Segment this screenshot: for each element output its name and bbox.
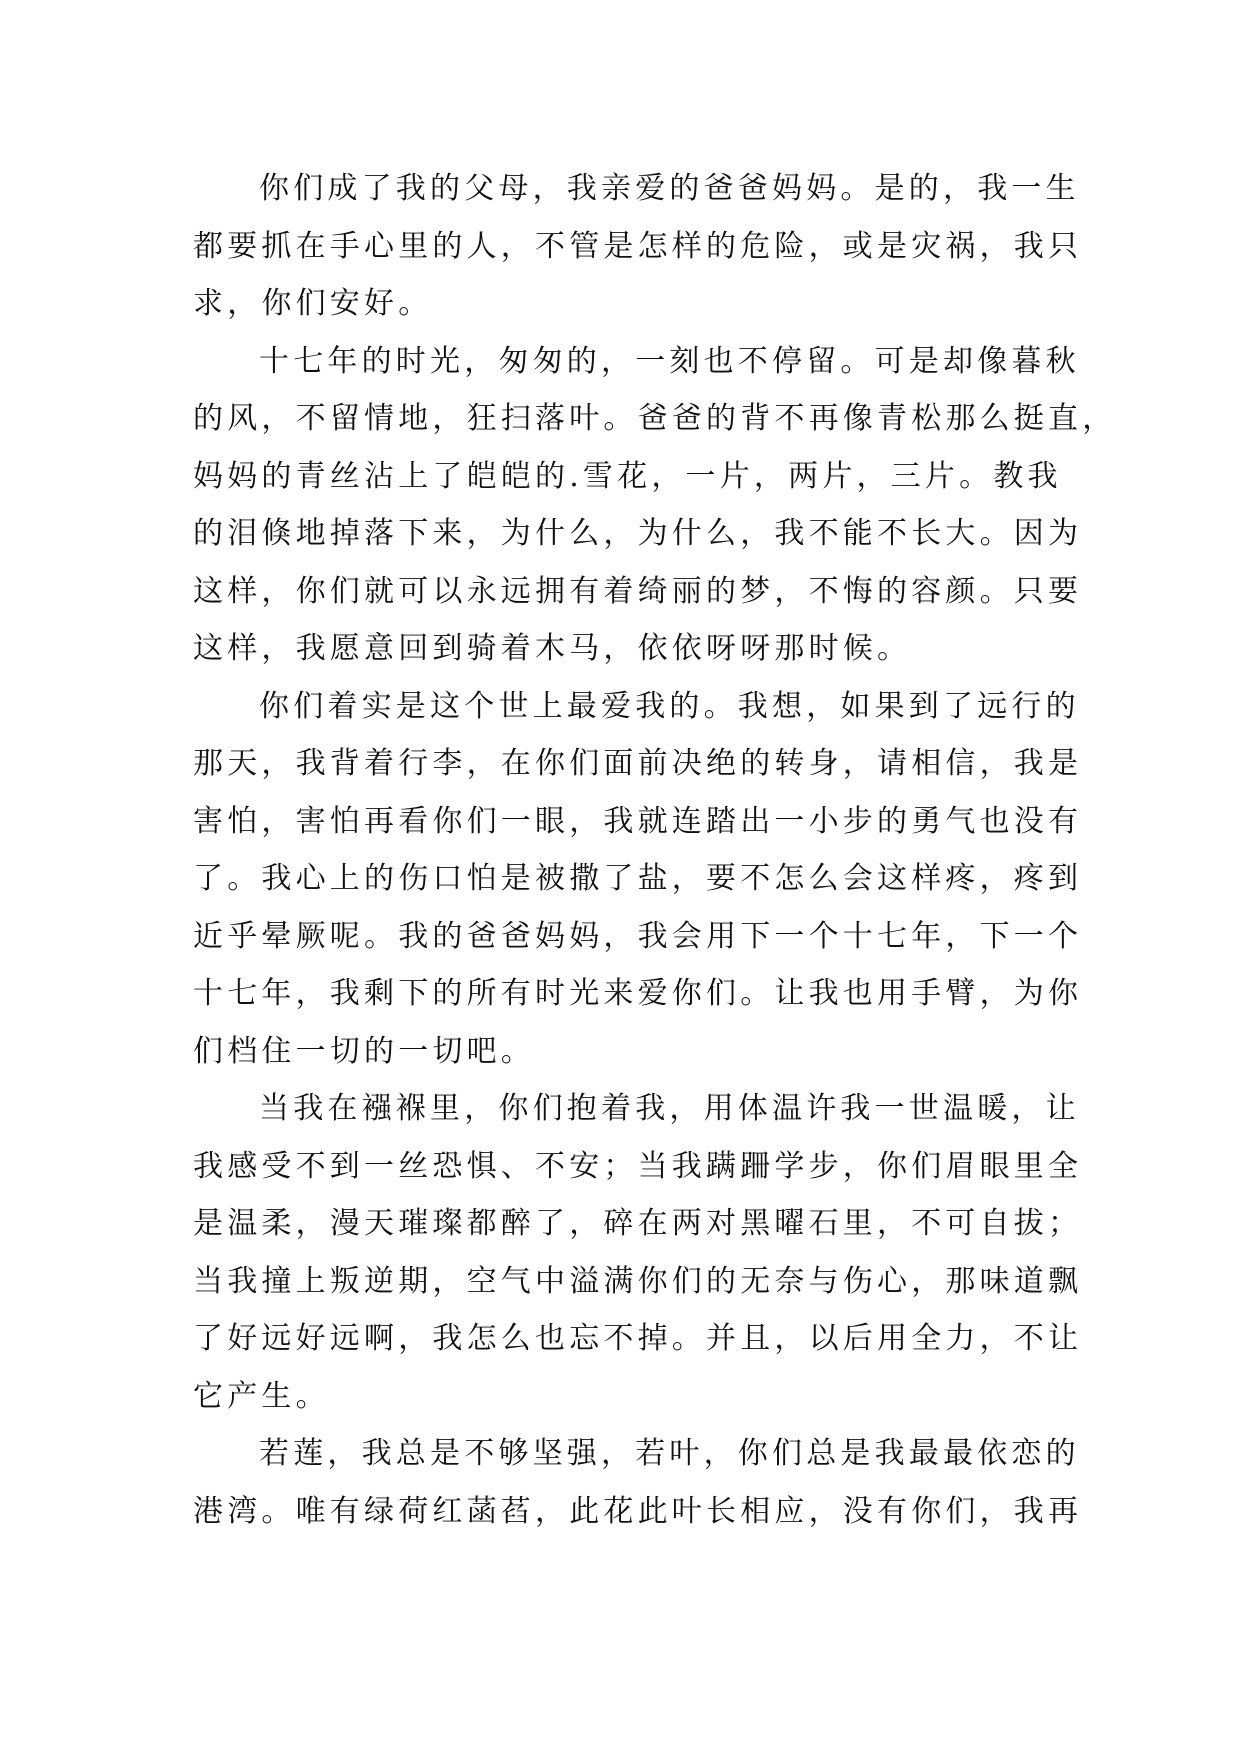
text-line: 妈妈的青丝沾上了皑皑的.雪花，一片，两片，三片。教我 — [193, 458, 1062, 494]
text-line: 们档住一切的一切吧。 — [193, 1033, 535, 1069]
paragraph — [193, 1080, 1083, 1425]
text-line: 那天，我背着行李，在你们面前决绝的转身，请相信，我是 — [193, 746, 1083, 781]
text-line: 若莲，我总是不够坚强，若叶，你们总是我最最依恋的 — [259, 1436, 1080, 1471]
text-line: 的风，不留情地，狂扫落叶。爸爸的背不再像青松那么挺直， — [193, 401, 1117, 436]
text-line: 我感受不到一丝恐惧、不安；当我蹒跚学步，你们眉眼里全 — [193, 1148, 1083, 1184]
text-line: 求，你们安好。 — [193, 286, 433, 321]
text-line: 了好远好远啊，我怎么也忘不掉。并且，以后用全力，不让 — [193, 1321, 1083, 1356]
text-line: 十七年的时光，匆匆的，一刻也不停留。可是却像暮秋 — [259, 343, 1080, 379]
text-line: 它产生。 — [193, 1378, 330, 1414]
text-line: 十七年，我剩下的所有时光来爱你们。让我也用手臂，为你 — [193, 976, 1083, 1011]
text-line: 害怕，害怕再看你们一眼，我就连踏出一小步的勇气也没有 — [193, 803, 1083, 839]
text-line: 这样，你们就可以永远拥有着绮丽的梦，不悔的容颜。只要 — [193, 573, 1083, 609]
document-body — [193, 160, 1117, 1540]
text-line: 你们着实是这个世上最爱我的。我想，如果到了远行的 — [259, 688, 1080, 724]
text-line: 是温柔，漫天璀璨都醉了，碎在两对黑曜石里，不可自拔； — [193, 1206, 1083, 1241]
text-line: 这样，我愿意回到骑着木马，依依呀呀那时候。 — [193, 631, 912, 666]
paragraph — [193, 333, 1117, 678]
text-line: 近乎晕厥呢。我的爸爸妈妈，我会用下一个十七年，下一个 — [193, 918, 1083, 954]
text-line: 都要抓在手心里的人，不管是怎样的危险，或是灾祸，我只 — [193, 228, 1083, 264]
text-line: 你们成了我的父母，我亲爱的爸爸妈妈。是的，我一生 — [259, 171, 1080, 206]
text-line: 当我撞上叛逆期，空气中溢满你们的无奈与伤心，那味道飘 — [193, 1263, 1083, 1299]
text-line: 港湾。唯有绿荷红菡萏，此花此叶长相应，没有你们，我再 — [193, 1493, 1083, 1529]
paragraph — [193, 160, 1083, 333]
text-line: 当我在襁褓里，你们抱着我，用体温许我一世温暖，让 — [259, 1091, 1080, 1126]
paragraph — [193, 678, 1083, 1081]
paragraph — [193, 1425, 1083, 1540]
text-line: 了。我心上的伤口怕是被撒了盐，要不怎么会这样疼，疼到 — [193, 861, 1083, 896]
text-line: 的泪倏地掉落下来，为什么，为什么，我不能不长大。因为 — [193, 516, 1083, 551]
